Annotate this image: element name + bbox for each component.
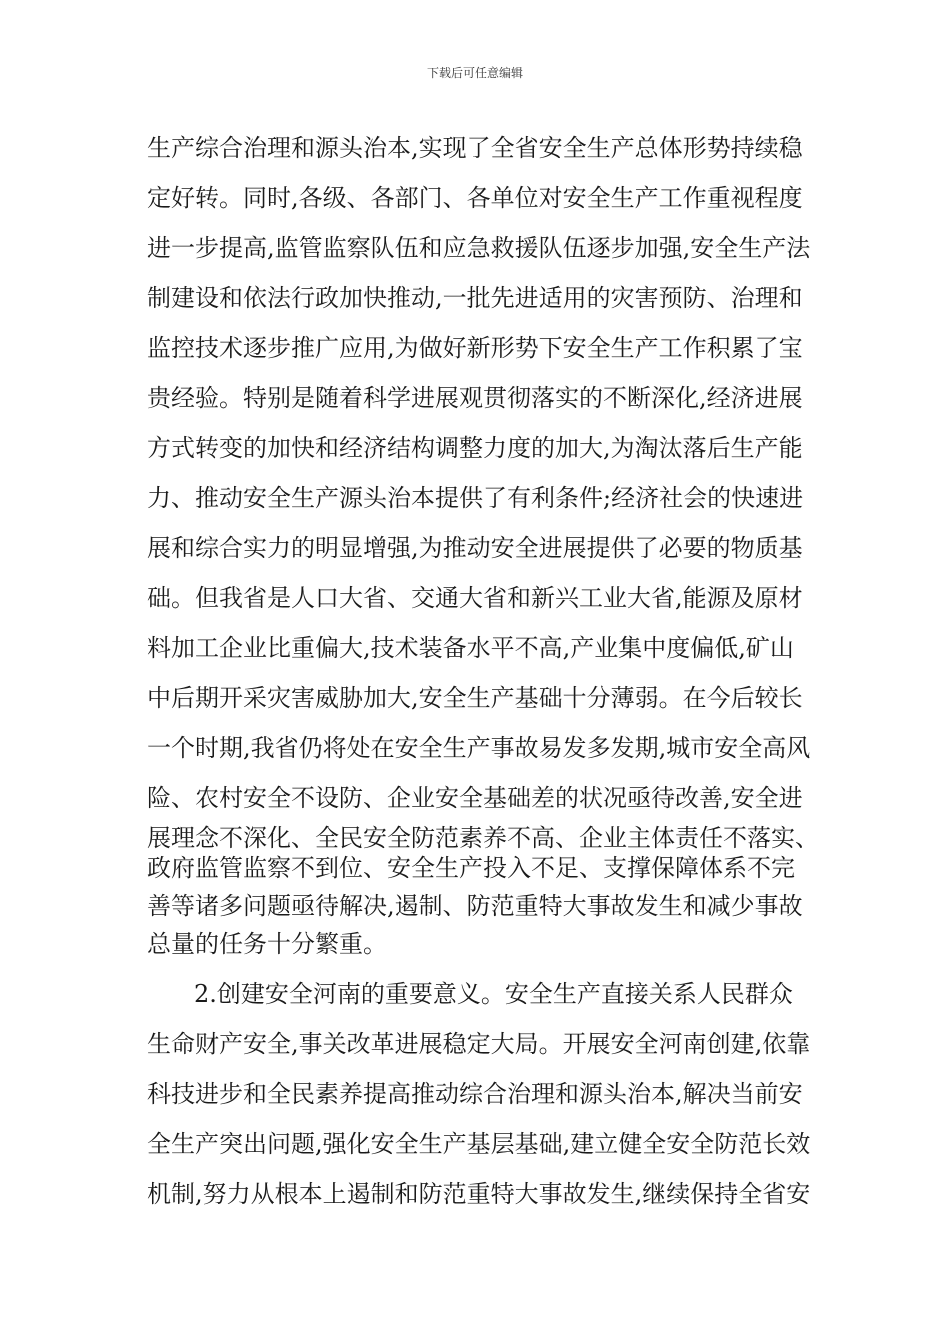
text-line: 全生产突出问题,强化安全生产基层基础,建立健全安全防范长效 [147,1130,811,1158]
text-line: 善等诸多问题亟待解决,遏制、防范重特大事故发生和减少事故 [147,892,803,920]
text-line: 料加工企业比重偏大,技术装备水平不高,产业集中度偏低,矿山 [147,634,794,662]
text-line: 展和综合实力的明显增强,为推动安全进展提供了必要的物质基 [147,534,803,562]
text-line: 生产综合治理和源头治本,实现了全省安全生产总体形势持续稳 [147,134,803,162]
text-line: 生命财产安全,事关改革进展稳定大局。开展安全河南创建,依靠 [147,1030,811,1058]
text-line: 总量的任务十分繁重。 [147,930,387,958]
text-line: 险、农村安全不设防、企业安全基础差的状况亟待改善,安全进 [147,784,803,812]
text-line: 一个时期,我省仍将处在安全生产事故易发多发期,城市安全高风 [147,734,811,762]
text-line: 2.创建安全河南的重要意义。安全生产直接关系人民群众 [194,980,793,1008]
text-line: 进一步提高,监管监察队伍和应急救援队伍逐步加强,安全生产法 [147,234,811,262]
text-line: 贵经验。特别是随着科学进展观贯彻落实的不断深化,经济进展 [147,384,803,412]
text-line: 机制,努力从根本上遏制和防范重特大事故发生,继续保持全省安 [147,1180,811,1208]
text-line: 监控技术逐步推广应用,为做好新形势下安全生产工作积累了宝 [147,334,803,362]
text-line: 展理念不深化、全民安全防范素养不高、企业主体责任不落实、 [147,824,819,852]
text-line: 制建设和依法行政加快推动,一批先进适用的灾害预防、治理和 [147,284,803,312]
text-line: 力、推动安全生产源头治本提供了有利条件;经济社会的快速进 [147,484,804,512]
text-line: 定好转。同时,各级、各部门、各单位对安全生产工作重视程度 [147,184,803,212]
text-line: 科技进步和全民素养提高推动综合治理和源头治本,解决当前安 [147,1080,803,1108]
text-line: 政府监管监察不到位、安全生产投入不足、支撑保障体系不完 [147,854,795,882]
text-line: 中后期开采灾害威胁加大,安全生产基础十分薄弱。在今后较长 [147,684,803,712]
page-header: 下载后可任意编辑 [426,66,523,80]
text-line: 础。但我省是人口大省、交通大省和新兴工业大省,能源及原材 [147,584,803,612]
text-line: 方式转变的加快和经济结构调整力度的加大,为淘汰落后生产能 [147,434,803,462]
